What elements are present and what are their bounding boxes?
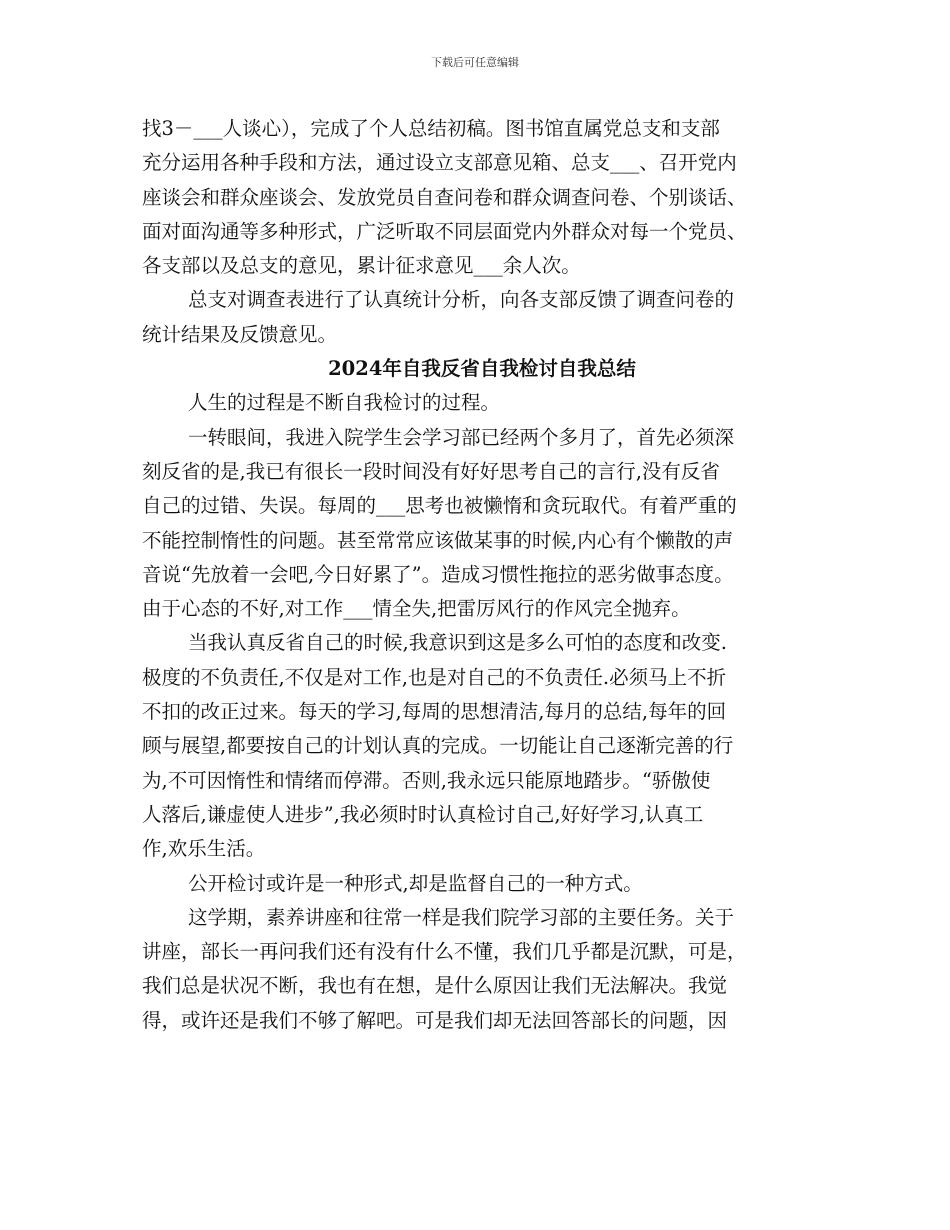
text-line: 作,欢乐生活。 <box>142 837 266 861</box>
text-line: 一转眼间，我进入院学生会学习部已经两个多月了，首先必须深 <box>188 425 735 449</box>
text-line: 顾与展望,都要按自己的计划认真的完成。一切能让自己逐渐完善的行 <box>142 734 734 758</box>
text-line: 不能控制惰性的问题。甚至常常应该做某事的时候,内心有个懒散的声 <box>142 528 734 552</box>
page-header-note: 下载后可任意编辑 <box>431 56 519 69</box>
text-line: 充分运用各种手段和方法，通过设立支部意见箱、总支___、召开党内 <box>142 151 737 175</box>
text-line: 不扣的改正过来。每天的学习,每周的思想清洁,每月的总结,每年的回 <box>142 700 727 724</box>
text-line: 总支对调查表进行了认真统计分析，向各支部反馈了调查问卷的 <box>188 288 735 312</box>
text-line: 人生的过程是不断自我检讨的过程。 <box>188 391 501 415</box>
text-line: 当我认真反省自己的时候,我意识到这是多么可怕的态度和改变. <box>188 631 727 655</box>
text-line: 各支部以及总支的意见，累计征求意见___余人次。 <box>142 254 581 278</box>
text-line: 讲座，部长一再问我们还有没有什么不懂，我们几乎都是沉默，可是， <box>142 940 747 964</box>
paragraph-intro <box>142 386 822 420</box>
text-line: 音说“先放着一会吧,今日好累了”。造成习惯性拖拉的恶劣做事态度。 <box>142 562 734 586</box>
text-line: 统计结果及反馈意见。 <box>142 322 338 346</box>
article-title: 2024年自我反省自我检讨自我总结 <box>328 357 636 381</box>
text-line: 面对面沟通等多种形式，广泛听取不同层面党内外群众对每一个党员、 <box>142 219 747 243</box>
paragraph-reflection <box>142 421 822 627</box>
text-line: 得，或许还是我们不够了解吧。可是我们却无法回答部长的问题，因 <box>142 1008 728 1032</box>
paragraph-correction <box>142 626 822 866</box>
text-line: 这学期，素养讲座和往常一样是我们院学习部的主要任务。关于 <box>188 905 735 929</box>
paragraph-public-review <box>142 867 822 901</box>
text-line: 座谈会和群众座谈会、发放党员自查问卷和群众调查问卷、个别谈话、 <box>142 185 747 209</box>
text-line: 自己的过错、失误。每周的___思考也被懒惰和贪玩取代。有着严重的 <box>142 494 737 518</box>
paragraph-survey-methods <box>142 112 822 283</box>
text-line: 极度的不负责任,不仅是对工作,也是对自己的不负责任.必须马上不折 <box>142 665 727 689</box>
paragraph-lectures <box>142 901 822 1038</box>
text-line: 为,不可因惰性和情绪而停滞。否则,我永远只能原地踏步。“骄傲使 <box>142 768 711 792</box>
text-line: 我们总是状况不断，我也有在想，是什么原因让我们无法解决。我觉 <box>142 974 728 998</box>
text-line: 人落后,谦虚使人进步”,我必须时时认真检讨自己,好好学习,认真工 <box>142 802 704 826</box>
document-body <box>142 112 822 1038</box>
text-line: 找3－___人谈心），完成了个人总结初稿。图书馆直属党总支和支部 <box>142 117 720 140</box>
text-line: 刻反省的是,我已有很长一段时间没有好好思考自己的言行,没有反省 <box>142 459 720 483</box>
text-line: 公开检讨或许是一种形式,却是监督自己的一种方式。 <box>188 871 643 895</box>
text-line: 由于心态的不好,对工作___情全失,把雷厉风行的作风完全抛弃。 <box>142 597 691 621</box>
paragraph-survey-analysis <box>142 283 822 352</box>
